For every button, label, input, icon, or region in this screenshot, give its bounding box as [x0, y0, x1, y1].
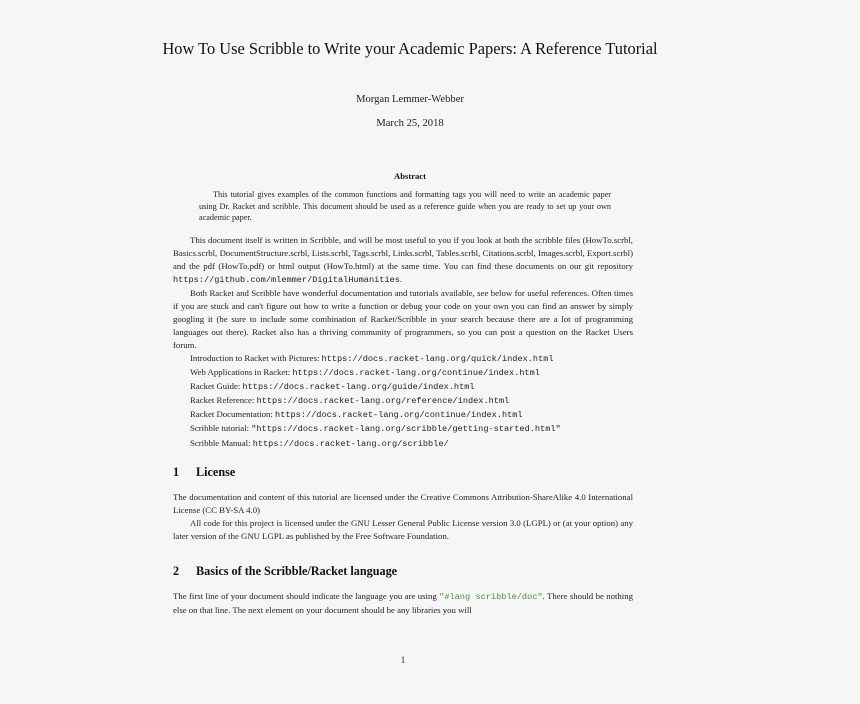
reference-list: [190, 352, 561, 451]
section-heading-license: [173, 465, 235, 480]
intro-paragraph-1: [173, 234, 633, 287]
reference-label: Scribble Manual:: [190, 437, 251, 448]
license-paragraph-1: The documentation and content of this tutorial are licensed under the Creative Commons Attribution-ShareAlike 4.0 International License (CC BY-SA 4.0): [173, 492, 633, 516]
section-title: License: [196, 465, 236, 479]
abstract-heading: Abstract: [394, 171, 426, 181]
reference-label: Scribble tutorial:: [190, 423, 250, 434]
section-title: Basics of the Scribble/Racket language: [196, 564, 398, 578]
section-heading-basics: [173, 564, 397, 579]
section-number: 1: [173, 465, 180, 479]
reference-label: Introduction to Racket with Pictures:: [190, 353, 320, 363]
section-number: 2: [173, 564, 180, 578]
license-section-body: [173, 491, 633, 543]
reference-item: [190, 422, 561, 436]
intro-paragraph-2: Both Racket and Scribble have wonderful documentation and tutorials available, see below for useful references. Often times if you are stuck and can't figure out how to write a function or debug your code on your own you can find an answer by simply googling it (be sure to include some combination of Racket/Scribble in your search because there are a lot of programming languages out there). Racket also has a thriving community of programmers, so you can post a question on the Racket Users forum.: [173, 288, 633, 351]
document-author: Morgan Lemmer-Webber: [356, 94, 464, 105]
document-title: How To Use Scribble to Write your Academic Papers: A Reference Tutorial: [162, 39, 658, 58]
reference-link[interactable]: https://docs.racket-lang.org/quick/index.html: [321, 354, 554, 364]
basics-paragraph-text-continued: . There should be nothing else on that line. The next element on your document should be any libraries you will: [173, 591, 633, 616]
basics-paragraph-text: The first line of your document should indicate the language you are using: [173, 591, 437, 601]
reference-label: Web Applications in Racket:: [190, 367, 291, 378]
page-number: 1: [400, 655, 406, 665]
reference-link[interactable]: https://docs.racket-lang.org/guide/index.html: [242, 382, 475, 393]
reference-link[interactable]: https://docs.racket-lang.org/continue/index.html: [292, 368, 540, 379]
reference-item: [190, 394, 561, 408]
reference-item: [190, 366, 561, 380]
reference-item: [190, 352, 561, 366]
reference-link[interactable]: "https://docs.racket-lang.org/scribble/getting-started.html": [251, 424, 561, 435]
document-date: March 25, 2018: [376, 118, 444, 129]
reference-label: Racket Guide:: [190, 381, 241, 392]
reference-item: [190, 408, 561, 422]
reference-link[interactable]: https://docs.racket-lang.org/reference/index.html: [256, 396, 510, 407]
reference-item: [190, 380, 561, 394]
abstract-body: This tutorial gives examples of the common functions and formatting tags you will need to write an academic paper using Dr. Racket and scribble. This document should be used as a reference guide when you are ready to set up your own academic paper.: [199, 190, 611, 222]
repository-link[interactable]: https://github.com/mlemmer/DigitalHumanities: [173, 275, 400, 286]
reference-link[interactable]: https://docs.racket-lang.org/scribble/: [252, 438, 449, 449]
reference-item: [190, 437, 561, 451]
reference-label: Racket Reference:: [190, 395, 255, 406]
basics-paragraph-1: [173, 590, 633, 617]
license-paragraph-2: All code for this project is licensed under the GNU Lesser General Public License version 3.0 (LGPL) or (at your option) any later version of the GNU LGPL as published by the Free Software Foundation.: [173, 518, 633, 542]
reference-link[interactable]: https://docs.racket-lang.org/continue/index.html: [275, 410, 523, 421]
reference-label: Racket Documentation:: [190, 409, 273, 420]
intro-paragraph-1-end: .: [399, 274, 403, 285]
lang-code-snippet: "#lang scribble/doc": [439, 592, 543, 602]
intro-paragraph-1-text: This document itself is written in Scribble, and will be most useful to you if you look at both the scribble files (HowTo.scrbl, Basics.scrbl, DocumentStructure.scrbl, Lists.scrbl, Tags.scrbl, Links.scrbl, Tables.scrbl, Citations.scrbl, Images.scrbl, Export.scrbl) and the pdf (HowTo.pdf) or html output (HowTo.html) at the same time. You can find these documents on our git repository: [173, 235, 633, 272]
